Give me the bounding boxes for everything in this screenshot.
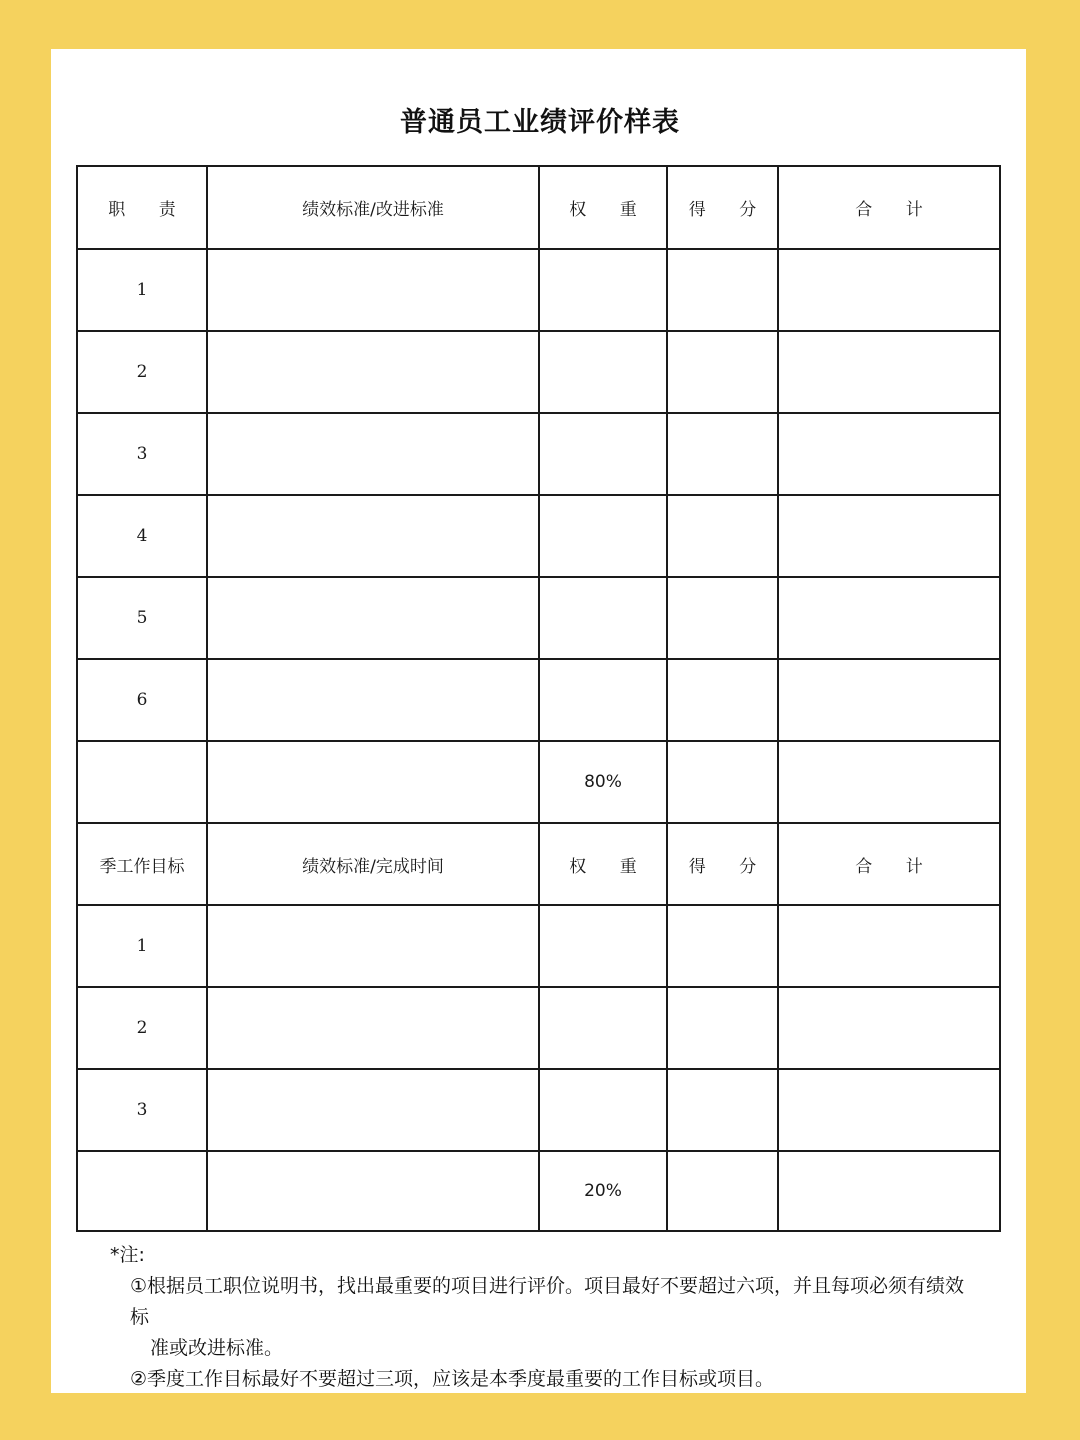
header-completion-label: 绩效标准/完成时间 [302, 856, 444, 877]
total-cell[interactable] [778, 1069, 1000, 1151]
header-cell [539, 823, 667, 905]
score-cell[interactable] [667, 331, 778, 413]
standard-cell[interactable] [207, 577, 539, 659]
total-cell[interactable] [778, 249, 1000, 331]
table-row [77, 577, 1000, 659]
header-cell [539, 166, 667, 249]
header-cell [778, 166, 1000, 249]
header-standard-label: 绩效标准/改进标准 [302, 200, 444, 220]
weight-subtotal: 20% [539, 1151, 667, 1231]
table-row [77, 987, 1000, 1069]
header-cell [77, 823, 207, 905]
header-cell [667, 823, 778, 905]
weight-cell[interactable] [539, 577, 667, 659]
row-number: 4 [77, 495, 207, 577]
table-row [77, 249, 1000, 331]
blank-cell [77, 1151, 207, 1231]
score-cell[interactable] [667, 249, 778, 331]
weight-cell[interactable] [539, 987, 667, 1069]
standard-cell[interactable] [207, 495, 539, 577]
table-row [77, 1069, 1000, 1151]
table-row [77, 495, 1000, 577]
weight-cell[interactable] [539, 331, 667, 413]
note-item-1: ①根据员工职位说明书，找出最重要的项目进行评价。项目最好不要超过六项，并且每项必须有绩效标 [130, 1275, 965, 1328]
header-cell [778, 823, 1000, 905]
weight-cell[interactable] [539, 249, 667, 331]
header-weight-label: 权 重 [569, 200, 651, 220]
header-row-quarterly-goals [77, 823, 1000, 905]
total-cell[interactable] [778, 331, 1000, 413]
header-cell [207, 823, 539, 905]
weight-cell[interactable] [539, 659, 667, 741]
weight-cell[interactable] [539, 905, 667, 987]
score-cell[interactable] [667, 1069, 778, 1151]
header-cell [207, 166, 539, 249]
score-cell[interactable] [667, 741, 778, 823]
notes-section [110, 1240, 980, 1395]
header-cell [77, 166, 207, 249]
score-cell[interactable] [667, 987, 778, 1069]
table-row [77, 905, 1000, 987]
form-title: 普通员工业绩评价样表 [400, 107, 680, 138]
total-cell[interactable] [778, 741, 1000, 823]
total-cell[interactable] [778, 905, 1000, 987]
row-number: 5 [77, 577, 207, 659]
standard-cell[interactable] [207, 987, 539, 1069]
header-score-label: 得 分 [688, 200, 771, 220]
score-cell[interactable] [667, 905, 778, 987]
row-number: 1 [77, 905, 207, 987]
header-quarterly-goal-label: 季工作目标 [99, 856, 185, 877]
weight-cell[interactable] [539, 413, 667, 495]
notes-label: *注: [110, 1244, 145, 1266]
subtotal-row [77, 1151, 1000, 1231]
blank-cell [77, 741, 207, 823]
total-cell[interactable] [778, 495, 1000, 577]
header-weight-label: 权 重 [569, 856, 651, 877]
subtotal-row [77, 741, 1000, 823]
table-row [77, 331, 1000, 413]
blank-cell [207, 1151, 539, 1231]
table-row [77, 659, 1000, 741]
header-cell [667, 166, 778, 249]
total-cell[interactable] [778, 987, 1000, 1069]
evaluation-table [76, 165, 1001, 1232]
total-cell[interactable] [778, 413, 1000, 495]
row-number: 6 [77, 659, 207, 741]
note-item-2: ②季度工作目标最好不要超过三项，应该是本季度最重要的工作目标或项目。 [130, 1368, 775, 1390]
standard-cell[interactable] [207, 905, 539, 987]
row-number: 2 [77, 987, 207, 1069]
row-number: 2 [77, 331, 207, 413]
standard-cell[interactable] [207, 659, 539, 741]
score-cell[interactable] [667, 659, 778, 741]
score-cell[interactable] [667, 413, 778, 495]
table-row [77, 413, 1000, 495]
total-cell[interactable] [778, 659, 1000, 741]
standard-cell[interactable] [207, 331, 539, 413]
header-total-label: 合 计 [855, 200, 937, 220]
standard-cell[interactable] [207, 249, 539, 331]
standard-cell[interactable] [207, 413, 539, 495]
blank-cell [207, 741, 539, 823]
score-cell[interactable] [667, 1151, 778, 1231]
note-item-1-continued: 准或改进标准。 [150, 1337, 284, 1359]
header-score-label: 得 分 [688, 856, 771, 877]
header-row-responsibilities [77, 166, 1000, 249]
row-number: 1 [77, 249, 207, 331]
header-total-label: 合 计 [855, 856, 937, 877]
total-cell[interactable] [778, 577, 1000, 659]
weight-subtotal: 80% [539, 741, 667, 823]
row-number: 3 [77, 1069, 207, 1151]
weight-cell[interactable] [539, 1069, 667, 1151]
score-cell[interactable] [667, 495, 778, 577]
score-cell[interactable] [667, 577, 778, 659]
total-cell[interactable] [778, 1151, 1000, 1231]
row-number: 3 [77, 413, 207, 495]
weight-cell[interactable] [539, 495, 667, 577]
header-duty-label: 职 责 [108, 200, 190, 220]
standard-cell[interactable] [207, 1069, 539, 1151]
